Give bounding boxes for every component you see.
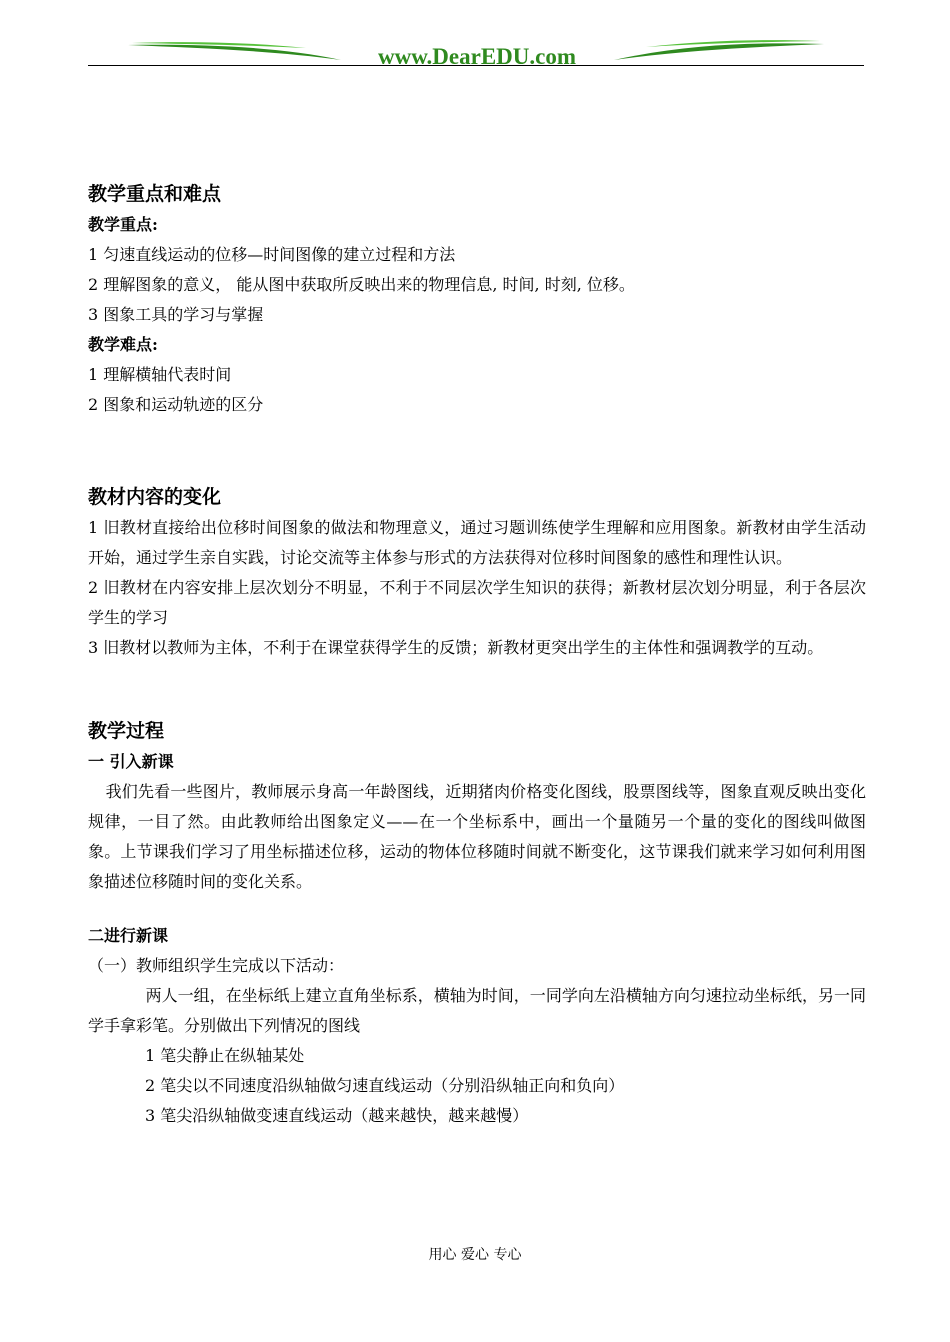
difficulties-label: 教学难点: [88, 335, 158, 354]
section-title-key-points: 教学重点和难点 [88, 183, 222, 205]
document-body [88, 178, 866, 1131]
logo-swoosh-left [128, 45, 341, 60]
case-item: 3 笔尖沿纵轴做变速直线运动（越来越快，越来越慢） [145, 1106, 529, 1125]
key-points-label: 教学重点: [88, 215, 158, 234]
textbook-change-item: 3 旧教材以教师为主体，不利于在课堂获得学生的反馈；新教材更突出学生的主体性和强调教学的互动。 [88, 638, 824, 657]
textbook-change-item: 2 旧教材在内容安排上层次划分不明显，不利于不同层次学生知识的获得；新教材层次划分明显，利于各层次学生的学习 [88, 578, 866, 627]
header-rule [88, 65, 864, 66]
activity-label: （一）教师组织学生完成以下活动： [88, 956, 345, 975]
logo-swoosh-right [614, 43, 824, 60]
logo-text: www.DearEDU.com [377, 44, 577, 68]
key-point-item: 3 图象工具的学习与掌握 [88, 305, 264, 324]
case-item: 1 笔尖静止在纵轴某处 [145, 1046, 305, 1065]
case-item: 2 笔尖以不同速度沿纵轴做匀速直线运动（分别沿纵轴正向和负向） [145, 1076, 625, 1095]
section-title-textbook-changes: 教材内容的变化 [88, 486, 222, 508]
key-point-item: 1 匀速直线运动的位移—时间图像的建立过程和方法 [88, 245, 456, 264]
site-logo [126, 38, 826, 68]
textbook-change-item: 1 旧教材直接给出位移时间图象的做法和物理意义，通过习题训练使学生理解和应用图象。新教材由学生活动开始，通过学生亲自实践，讨论交流等主体参与形式的方法获得对位移时间图象的感性和理性认识。 [88, 518, 866, 567]
intro-paragraph: 我们先看一些图片，教师展示身高一年龄图线，近期猪肉价格变化图线，股票图线等，图象直观反映出变化规律，一目了然。由此教师给出图象定义——在一个坐标系中，画出一个量随另一个量的变化的图线叫做图象。上节课我们学习了用坐标描述位移，运动的物体位移随时间就不断变化，这节课我们就来学习如何利用图象描述位移随时间的变化关系。 [88, 782, 866, 891]
section-title-teaching-process: 教学过程 [88, 720, 165, 742]
page-footer: 用心 爱心 专心 [428, 1247, 522, 1263]
intro-label: 一 引入新课 [88, 752, 174, 771]
difficulty-item: 1 理解横轴代表时间 [88, 365, 232, 384]
new-lesson-label: 二进行新课 [88, 926, 169, 945]
activity-paragraph: 两人一组，在坐标纸上建立直角坐标系，横轴为时间，一同学向左沿横轴方向匀速拉动坐标纸，另一同学手拿彩笔。分别做出下列情况的图线 [88, 986, 866, 1035]
difficulty-item: 2 图象和运动轨迹的区分 [88, 395, 264, 414]
key-point-item: 2 理解图象的意义， 能从图中获取所反映出来的物理信息, 时间, 时刻, 位移。 [88, 275, 635, 294]
